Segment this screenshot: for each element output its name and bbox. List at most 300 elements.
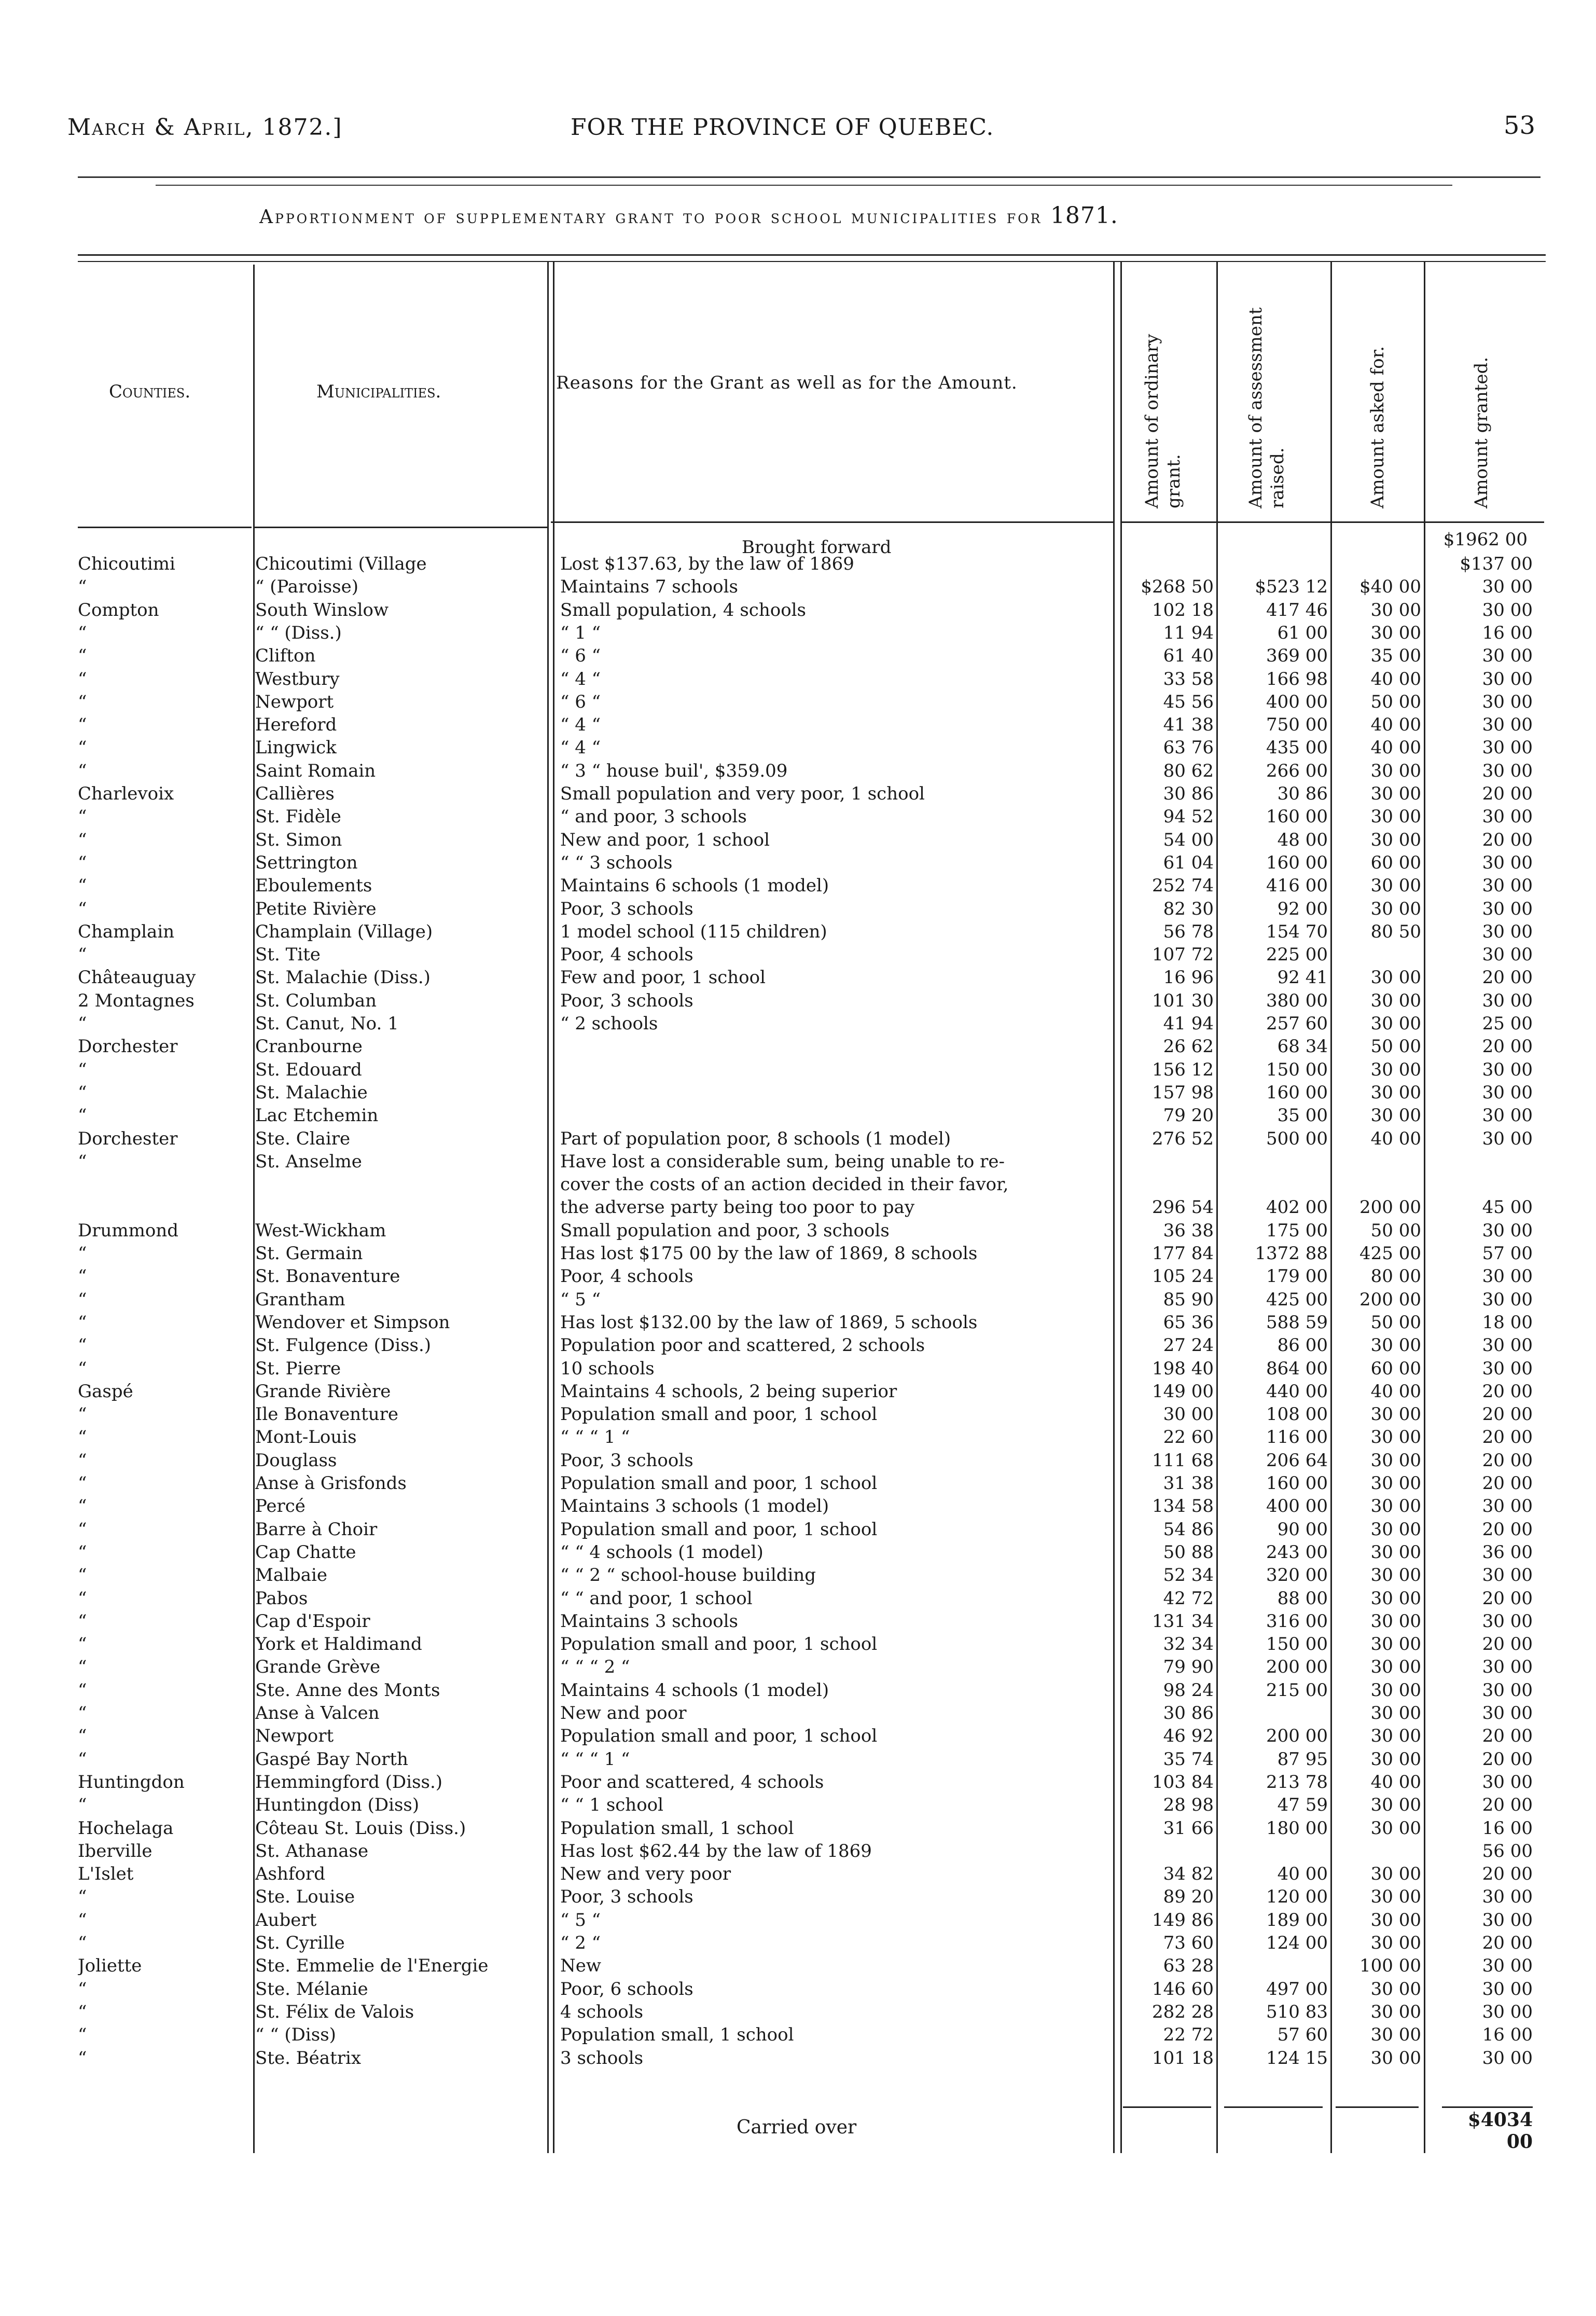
- municipality-cell: Settrington: [255, 852, 358, 873]
- reason-cell: Small population, 4 schools: [560, 599, 807, 621]
- county-cell: “: [78, 875, 87, 897]
- asked-cell: 30 00: [1370, 1726, 1421, 1747]
- asked-cell: 30 00: [1370, 1657, 1421, 1678]
- assessment-cell: 206 64: [1266, 1450, 1328, 1471]
- asked-cell: 30 00: [1370, 1703, 1421, 1724]
- asked-cell: 35 00: [1370, 645, 1421, 667]
- county-cell: “: [78, 1496, 87, 1517]
- county-cell: “: [78, 1358, 87, 1379]
- header-bottom-rule-2: [254, 527, 547, 528]
- county-cell: “: [78, 1059, 87, 1080]
- municipality-cell: Grantham: [255, 1289, 345, 1310]
- asked-cell: 30 00: [1370, 829, 1421, 850]
- asked-cell: 30 00: [1370, 1679, 1421, 1701]
- granted-cell: 20 00: [1482, 1864, 1533, 1885]
- granted-cell: 30 00: [1482, 1565, 1533, 1586]
- reason-cell: Population small and poor, 1 school: [560, 1473, 878, 1494]
- granted-cell: 16 00: [1482, 1817, 1533, 1839]
- asked-cell: 40 00: [1370, 737, 1421, 759]
- county-cell: “: [78, 1312, 87, 1333]
- reason-cell: “ “ and poor, 1 school: [560, 1588, 753, 1609]
- ordinary-grant-cell: 94 52: [1163, 806, 1214, 828]
- asked-cell: 30 00: [1370, 967, 1421, 988]
- county-cell: “: [78, 1588, 87, 1609]
- assessment-cell: 435 00: [1266, 737, 1328, 759]
- asked-cell: 30 00: [1370, 1541, 1421, 1563]
- total-rule: [1123, 2106, 1211, 2108]
- reason-cell: Lost $137.63, by the law of 1869: [560, 554, 854, 574]
- table-top-rule-2: [78, 261, 1546, 262]
- county-cell: “: [78, 1726, 87, 1747]
- assessment-cell: 124 15: [1266, 2047, 1328, 2069]
- granted-cell: 20 00: [1482, 1933, 1533, 1953]
- ordinary-grant-cell: 56 78: [1163, 921, 1214, 942]
- municipality-cell: Newport: [255, 691, 334, 712]
- header-date: March & April, 1872.]: [67, 114, 343, 141]
- reason-cell: Poor, 4 schools: [560, 1266, 693, 1287]
- granted-cell: 30 00: [1482, 1059, 1533, 1080]
- ordinary-grant-cell: 35 74: [1163, 1748, 1214, 1770]
- assessment-cell: 57 60: [1277, 2024, 1328, 2046]
- municipality-cell: Newport: [255, 1726, 334, 1747]
- ordinary-grant-cell: 41 38: [1163, 714, 1214, 736]
- header-bottom-rule-4: [1121, 521, 1544, 523]
- reason-cell: Population small and poor, 1 school: [560, 1519, 878, 1540]
- granted-cell: 20 00: [1482, 1726, 1533, 1747]
- granted-cell: 30 00: [1482, 1289, 1533, 1310]
- col-divider-3: [553, 262, 554, 2153]
- col-head-reasons: Reasons for the Grant as well as for the Amount.: [556, 373, 1018, 393]
- ordinary-grant-cell: 276 52: [1152, 1128, 1214, 1149]
- reason-cell: “ “ 1 school: [560, 1795, 664, 1816]
- granted-cell: 30 00: [1482, 1955, 1533, 1977]
- reason-cell: “ 2 schools: [560, 1013, 658, 1034]
- granted-cell: 30 00: [1482, 1610, 1533, 1632]
- col-divider-7: [1330, 262, 1332, 2153]
- reason-cell: New and very poor: [560, 1864, 731, 1885]
- municipality-cell: Mont-Louis: [255, 1427, 357, 1448]
- county-cell: “: [78, 2001, 87, 2022]
- table-title-year: 1871.: [1050, 202, 1118, 229]
- ordinary-grant-cell: 82 30: [1163, 898, 1214, 919]
- ordinary-grant-cell: 101 18: [1152, 2047, 1214, 2069]
- ordinary-grant-cell: 102 18: [1152, 599, 1214, 621]
- granted-cell: 16 00: [1482, 2024, 1533, 2046]
- ordinary-grant-cell: 30 00: [1163, 1404, 1214, 1425]
- municipality-cell: Côteau St. Louis (Diss.): [255, 1817, 466, 1839]
- municipality-cell: Anse à Grisfonds: [255, 1473, 407, 1494]
- granted-cell: 30 00: [1482, 2001, 1533, 2022]
- reason-cell: “ 5 “: [560, 1909, 601, 1931]
- granted-cell: 20 00: [1482, 1748, 1533, 1770]
- county-cell: “: [78, 1473, 87, 1494]
- reason-cell: “ 3 “ house buil', $359.09: [560, 760, 788, 781]
- assessment-cell: $523 12: [1255, 576, 1328, 598]
- asked-cell: 30 00: [1370, 1864, 1421, 1885]
- granted-cell: 45 00: [1482, 1197, 1533, 1218]
- asked-cell: 30 00: [1370, 1748, 1421, 1770]
- municipality-cell: Eboulements: [255, 875, 372, 897]
- municipality-cell: Ashford: [255, 1864, 325, 1885]
- granted-cell: 30 00: [1482, 806, 1533, 828]
- ordinary-grant-cell: 101 30: [1152, 990, 1214, 1011]
- assessment-cell: 150 00: [1266, 1059, 1328, 1080]
- reason-cell: Has lost $132.00 by the law of 1869, 5 schools: [560, 1312, 978, 1333]
- reason-cell: Population small and poor, 1 school: [560, 1726, 878, 1747]
- reason-cell: “ 1 “: [560, 622, 601, 643]
- ordinary-grant-cell: 79 20: [1163, 1105, 1214, 1126]
- granted-cell: 30 00: [1482, 576, 1533, 598]
- municipality-cell: West-Wickham: [255, 1220, 386, 1241]
- asked-cell: 30 00: [1370, 1978, 1421, 2000]
- asked-cell: 30 00: [1370, 2001, 1421, 2022]
- ordinary-grant-cell: 61 04: [1163, 852, 1214, 873]
- county-cell: “: [78, 1703, 87, 1724]
- reason-cell: Maintains 3 schools: [560, 1610, 738, 1632]
- county-cell: L'Islet: [78, 1864, 134, 1885]
- county-cell: Iberville: [78, 1840, 152, 1862]
- ordinary-grant-cell: 16 96: [1163, 967, 1214, 988]
- ordinary-grant-cell: 134 58: [1152, 1496, 1214, 1517]
- assessment-cell: 90 00: [1277, 1519, 1328, 1540]
- assessment-cell: 47 59: [1277, 1795, 1328, 1816]
- municipality-cell: Petite Rivière: [255, 898, 377, 919]
- reason-cell: New and poor, 1 school: [560, 829, 770, 850]
- reason-cell: Has lost $175 00 by the law of 1869, 8 schools: [560, 1243, 978, 1264]
- granted-cell: 20 00: [1482, 1381, 1533, 1402]
- asked-cell: 30 00: [1370, 599, 1421, 621]
- ordinary-grant-cell: 31 38: [1163, 1473, 1214, 1494]
- granted-cell: 30 00: [1482, 852, 1533, 873]
- granted-cell: 25 00: [1482, 1013, 1533, 1034]
- granted-cell: 30 00: [1482, 944, 1533, 966]
- municipality-cell: Pabos: [255, 1588, 308, 1609]
- asked-cell: 30 00: [1370, 1450, 1421, 1471]
- reason-cell: 4 schools: [560, 2001, 644, 2022]
- asked-cell: 40 00: [1370, 1128, 1421, 1149]
- granted-cell: 30 00: [1482, 1978, 1533, 2000]
- granted-cell: 20 00: [1482, 1519, 1533, 1540]
- col-head-municipalities: Municipalities.: [316, 381, 441, 402]
- col-head-assessment: Amount of assessment raised.: [1245, 307, 1288, 508]
- municipality-cell: St. Columban: [255, 990, 377, 1011]
- assessment-cell: 87 95: [1277, 1748, 1328, 1770]
- county-cell: “: [78, 1679, 87, 1701]
- county-cell: “: [78, 1541, 87, 1563]
- assessment-cell: 266 00: [1266, 760, 1328, 781]
- granted-cell: 16 00: [1482, 622, 1533, 643]
- reason-cell: Maintains 6 schools (1 model): [560, 875, 829, 897]
- carried-over-value: $4034 00: [1467, 2109, 1533, 2153]
- ordinary-grant-cell: 36 38: [1163, 1220, 1214, 1241]
- granted-cell: 30 00: [1482, 1358, 1533, 1379]
- header-rule-2: [156, 185, 1452, 186]
- county-cell: “: [78, 576, 87, 598]
- reason-cell: “ and poor, 3 schools: [560, 806, 747, 828]
- reason-cell: Has lost $62.44 by the law of 1869: [560, 1840, 872, 1862]
- municipality-cell: St. Germain: [255, 1243, 363, 1264]
- assessment-cell: 150 00: [1266, 1634, 1328, 1655]
- assessment-cell: 189 00: [1266, 1909, 1328, 1931]
- reason-cell: 3 schools: [560, 2047, 644, 2069]
- ordinary-grant-cell: 46 92: [1163, 1726, 1214, 1747]
- assessment-cell: 200 00: [1266, 1657, 1328, 1678]
- ordinary-grant-cell: 252 74: [1152, 875, 1214, 897]
- county-cell: “: [78, 898, 87, 919]
- asked-cell: 30 00: [1370, 1634, 1421, 1655]
- asked-cell: 30 00: [1370, 2024, 1421, 2046]
- county-cell: “: [78, 1013, 87, 1034]
- county-cell: “: [78, 2047, 87, 2069]
- ordinary-grant-cell: 149 00: [1152, 1381, 1214, 1402]
- granted-cell: $137 00: [1460, 554, 1533, 574]
- ordinary-grant-cell: 111 68: [1152, 1450, 1214, 1471]
- asked-cell: 30 00: [1370, 1817, 1421, 1839]
- col-head-asked: Amount asked for.: [1367, 346, 1388, 508]
- assessment-cell: 48 00: [1277, 829, 1328, 850]
- granted-cell: 30 00: [1482, 760, 1533, 781]
- assessment-cell: 225 00: [1266, 944, 1328, 966]
- municipality-cell: Callières: [255, 783, 335, 804]
- assessment-cell: 215 00: [1266, 1679, 1328, 1701]
- assessment-cell: 864 00: [1266, 1358, 1328, 1379]
- asked-cell: 200 00: [1359, 1289, 1421, 1310]
- county-cell: Chicoutimi: [78, 554, 175, 574]
- header-rule: [78, 176, 1541, 178]
- ordinary-grant-cell: 33 58: [1163, 668, 1214, 690]
- reason-cell: Population small, 1 school: [560, 2024, 794, 2046]
- granted-cell: 30 00: [1482, 645, 1533, 667]
- col-divider-4: [1113, 262, 1115, 2153]
- reason-cell: Poor and scattered, 4 schools: [560, 1771, 824, 1793]
- municipality-cell: Champlain (Village): [255, 921, 433, 942]
- county-cell: “: [78, 2024, 87, 2046]
- reason-cell: “ “ 3 schools: [560, 852, 673, 873]
- ordinary-grant-cell: 89 20: [1163, 1886, 1214, 1908]
- assessment-cell: 369 00: [1266, 645, 1328, 667]
- assessment-cell: 750 00: [1266, 714, 1328, 736]
- table-top-rule: [78, 254, 1546, 256]
- table-title: [259, 202, 1118, 229]
- granted-cell: 20 00: [1482, 1588, 1533, 1609]
- granted-cell: 20 00: [1482, 1795, 1533, 1816]
- ordinary-grant-cell: 11 94: [1163, 622, 1214, 643]
- municipality-cell: Wendover et Simpson: [255, 1312, 450, 1333]
- county-cell: Châteauguay: [78, 967, 196, 988]
- asked-cell: 50 00: [1370, 1220, 1421, 1241]
- municipality-cell: “ (Paroisse): [255, 576, 358, 598]
- header-bottom-rule: [78, 527, 252, 528]
- reason-cell: Maintains 4 schools, 2 being superior: [560, 1381, 897, 1402]
- granted-cell: 30 00: [1482, 668, 1533, 690]
- municipality-cell: Lac Etchemin: [255, 1105, 379, 1126]
- asked-cell: 30 00: [1370, 1473, 1421, 1494]
- asked-cell: 30 00: [1370, 1610, 1421, 1632]
- col-head-granted: Amount granted.: [1471, 356, 1492, 508]
- county-cell: “: [78, 1610, 87, 1632]
- municipality-cell: Aubert: [255, 1909, 317, 1931]
- county-cell: “: [78, 691, 87, 712]
- county-cell: “: [78, 1565, 87, 1586]
- reason-cell: Population small and poor, 1 school: [560, 1634, 878, 1655]
- county-cell: “: [78, 760, 87, 781]
- county-cell: “: [78, 1748, 87, 1770]
- assessment-cell: 160 00: [1266, 1082, 1328, 1103]
- reason-cell: Poor, 6 schools: [560, 1978, 693, 2000]
- assessment-cell: 108 00: [1266, 1404, 1328, 1425]
- assessment-cell: 500 00: [1266, 1128, 1328, 1149]
- municipality-cell: Malbaie: [255, 1565, 327, 1586]
- ordinary-grant-cell: 32 34: [1163, 1634, 1214, 1655]
- reason-cell: Population poor and scattered, 2 schools: [560, 1335, 925, 1356]
- brought-forward-label: Brought forward: [742, 537, 892, 558]
- total-rule-2: [1224, 2106, 1323, 2108]
- municipality-cell: Douglass: [255, 1450, 337, 1471]
- assessment-cell: 510 83: [1266, 2001, 1328, 2022]
- asked-cell: 30 00: [1370, 1427, 1421, 1448]
- granted-cell: 30 00: [1482, 875, 1533, 897]
- asked-cell: 80 50: [1370, 921, 1421, 942]
- county-cell: “: [78, 1450, 87, 1471]
- county-cell: “: [78, 1657, 87, 1678]
- municipality-cell: Cap Chatte: [255, 1541, 356, 1563]
- assessment-cell: 1372 88: [1255, 1243, 1328, 1264]
- granted-cell: 30 00: [1482, 1128, 1533, 1149]
- granted-cell: 56 00: [1482, 1840, 1533, 1862]
- assessment-cell: 166 98: [1266, 668, 1328, 690]
- col-divider-6: [1216, 262, 1218, 2153]
- municipality-cell: Ste. Béatrix: [255, 2047, 362, 2069]
- granted-cell: 57 00: [1482, 1243, 1533, 1264]
- asked-cell: 200 00: [1359, 1197, 1421, 1218]
- asked-cell: 30 00: [1370, 1886, 1421, 1908]
- asked-cell: 50 00: [1370, 1036, 1421, 1057]
- asked-cell: 30 00: [1370, 1059, 1421, 1080]
- assessment-cell: 200 00: [1266, 1726, 1328, 1747]
- granted-cell: 30 00: [1482, 1679, 1533, 1701]
- ordinary-grant-cell: 30 86: [1163, 1703, 1214, 1724]
- county-cell: “: [78, 1427, 87, 1448]
- granted-cell: 30 00: [1482, 737, 1533, 759]
- asked-cell: 30 00: [1370, 1519, 1421, 1540]
- assessment-cell: 86 00: [1277, 1335, 1328, 1356]
- county-cell: “: [78, 645, 87, 667]
- municipality-cell: St. Fulgence (Diss.): [255, 1335, 432, 1356]
- granted-cell: 20 00: [1482, 1036, 1533, 1057]
- county-cell: “: [78, 668, 87, 690]
- county-cell: “: [78, 1933, 87, 1953]
- assessment-cell: 213 78: [1266, 1771, 1328, 1793]
- municipality-cell: St. Bonaventure: [255, 1266, 400, 1287]
- municipality-cell: South Winslow: [255, 599, 389, 621]
- assessment-cell: 316 00: [1266, 1610, 1328, 1632]
- assessment-cell: 116 00: [1266, 1427, 1328, 1448]
- municipality-cell: “ “ (Diss.): [255, 622, 342, 643]
- reason-cell: “ “ “ 1 “: [560, 1748, 630, 1770]
- county-cell: “: [78, 1243, 87, 1264]
- asked-cell: 40 00: [1370, 1381, 1421, 1402]
- ordinary-grant-cell: 63 76: [1163, 737, 1214, 759]
- granted-cell: 20 00: [1482, 1404, 1533, 1425]
- municipality-cell: Ste. Mélanie: [255, 1978, 368, 2000]
- granted-cell: 30 00: [1482, 1105, 1533, 1126]
- municipality-cell: Barre à Choir: [255, 1519, 378, 1540]
- ordinary-grant-cell: 296 54: [1152, 1197, 1214, 1218]
- municipality-cell: Cranbourne: [255, 1036, 363, 1057]
- reason-cell: Population small, 1 school: [560, 1817, 794, 1839]
- municipality-cell: Lingwick: [255, 737, 337, 759]
- municipality-cell: Percé: [255, 1496, 306, 1517]
- page-header: [67, 109, 1546, 150]
- asked-cell: 80 00: [1370, 1266, 1421, 1287]
- county-cell: “: [78, 1404, 87, 1425]
- total-rule-4: [1442, 2106, 1533, 2108]
- assessment-cell: 243 00: [1266, 1541, 1328, 1563]
- ordinary-grant-cell: 63 28: [1163, 1955, 1214, 1977]
- municipality-cell: St. Malachie (Diss.): [255, 967, 431, 988]
- reason-cell: New and poor: [560, 1703, 687, 1724]
- assessment-cell: 416 00: [1266, 875, 1328, 897]
- ordinary-grant-cell: 26 62: [1163, 1036, 1214, 1057]
- ordinary-grant-cell: 156 12: [1152, 1059, 1214, 1080]
- reason-cell: Part of population poor, 8 schools (1 model): [560, 1128, 951, 1149]
- ordinary-grant-cell: 131 34: [1152, 1610, 1214, 1632]
- asked-cell: 60 00: [1370, 852, 1421, 873]
- granted-cell: 20 00: [1482, 1427, 1533, 1448]
- ordinary-grant-cell: 61 40: [1163, 645, 1214, 667]
- assessment-cell: 120 00: [1266, 1886, 1328, 1908]
- reason-cell: New: [560, 1955, 601, 1977]
- county-cell: Huntingdon: [78, 1771, 185, 1793]
- ordinary-grant-cell: 27 24: [1163, 1335, 1214, 1356]
- granted-cell: 30 00: [1482, 1220, 1533, 1241]
- municipality-cell: St. Félix de Valois: [255, 2001, 414, 2022]
- granted-cell: 18 00: [1482, 1312, 1533, 1333]
- granted-cell: 30 00: [1482, 1703, 1533, 1724]
- reason-cell: Poor, 3 schools: [560, 1886, 693, 1908]
- municipality-cell: Cap d'Espoir: [255, 1610, 370, 1632]
- reason-cell: “ 4 “: [560, 668, 601, 690]
- municipality-cell: Hereford: [255, 714, 337, 736]
- granted-cell: 30 00: [1482, 714, 1533, 736]
- county-cell: Charlevoix: [78, 783, 174, 804]
- ordinary-grant-cell: 103 84: [1152, 1771, 1214, 1793]
- asked-cell: 30 00: [1370, 1588, 1421, 1609]
- ordinary-grant-cell: 31 66: [1163, 1817, 1214, 1839]
- asked-cell: $40 00: [1359, 576, 1421, 598]
- county-cell: Dorchester: [78, 1128, 178, 1149]
- table-title-text: Apportionment of supplementary grant to poor school municipalities for: [259, 206, 1043, 228]
- municipality-cell: York et Haldimand: [255, 1634, 422, 1655]
- ordinary-grant-cell: 105 24: [1152, 1266, 1214, 1287]
- county-cell: “: [78, 1335, 87, 1356]
- assessment-cell: 180 00: [1266, 1817, 1328, 1839]
- county-cell: “: [78, 1105, 87, 1126]
- county-cell: “: [78, 944, 87, 966]
- granted-cell: 30 00: [1482, 691, 1533, 712]
- municipality-cell: St. Canut, No. 1: [255, 1013, 399, 1034]
- assessment-cell: 30 86: [1277, 783, 1328, 804]
- ordinary-grant-cell: 54 00: [1163, 829, 1214, 850]
- reason-cell: Few and poor, 1 school: [560, 967, 766, 988]
- reason-cell: Small population and very poor, 1 school: [560, 783, 925, 804]
- reason-cell: “ “ 2 “ school-house building: [560, 1565, 816, 1586]
- ordinary-grant-cell: 41 94: [1163, 1013, 1214, 1034]
- county-cell: “: [78, 1634, 87, 1655]
- county-cell: 2 Montagnes: [78, 990, 195, 1011]
- ordinary-grant-cell: 65 36: [1163, 1312, 1214, 1333]
- header-bottom-rule-3: [551, 521, 1114, 523]
